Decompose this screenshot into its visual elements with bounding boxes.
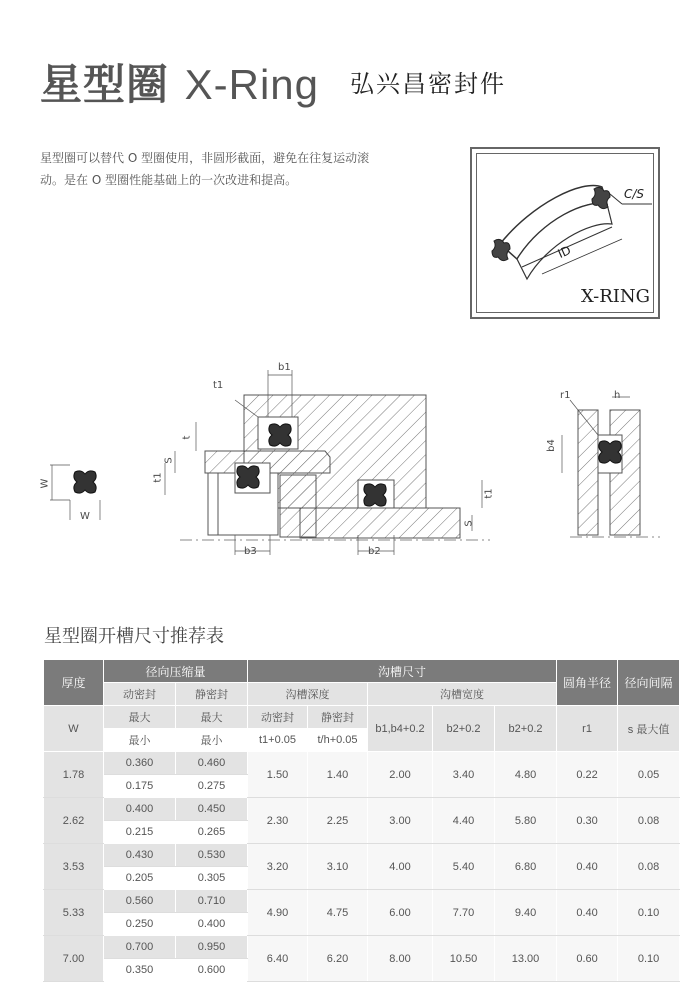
rod-seal-icon xyxy=(599,441,621,463)
cell-s-max: 0.08 xyxy=(618,798,680,844)
table-body xyxy=(44,752,680,982)
table-row xyxy=(44,936,680,959)
cell-dynamic-max: 0.560 xyxy=(104,890,176,913)
cell-static-max: 0.530 xyxy=(176,844,248,867)
cell-r1: 0.30 xyxy=(557,798,618,844)
cell-b2b: 6.80 xyxy=(495,844,557,890)
x-ring-section-icon xyxy=(74,471,96,493)
cell-b2a: 5.40 xyxy=(433,844,495,890)
header-b2a: b2+0.2 xyxy=(433,706,495,752)
header-t1: t1+0.05 xyxy=(248,729,308,752)
groove-seal-icon xyxy=(364,484,386,506)
header-min: 最小 xyxy=(104,729,176,752)
cell-b2a: 3.40 xyxy=(433,752,495,798)
header-max: 最大 xyxy=(104,706,176,729)
cell-b1b4: 4.00 xyxy=(368,844,433,890)
label-t1-left: t1 xyxy=(152,472,164,483)
title-en: X-Ring xyxy=(184,61,320,108)
table-row xyxy=(44,844,680,867)
dynamic-seal-icon xyxy=(269,424,291,446)
label-s-left: S xyxy=(163,457,175,464)
cell-dynamic-min: 0.215 xyxy=(104,821,176,844)
cell-dynamic-min: 0.350 xyxy=(104,959,176,982)
title-cn: 星型圈 xyxy=(40,60,170,109)
cell-static-max: 0.950 xyxy=(176,936,248,959)
header-static-2: 静密封 xyxy=(308,706,368,729)
header-min-2: 最小 xyxy=(176,729,248,752)
header-max-2: 最大 xyxy=(176,706,248,729)
id-label: ID xyxy=(555,243,574,261)
cs-label: C/S xyxy=(624,187,645,201)
header-radial-gap: 径向间隔 xyxy=(618,660,680,706)
cell-s-max: 0.05 xyxy=(618,752,680,798)
table-header-row-3 xyxy=(44,706,680,729)
header-th: t/h+0.05 xyxy=(308,729,368,752)
x-ring-label: X-RING xyxy=(580,286,650,307)
header-b2b: b2+0.2 xyxy=(495,706,557,752)
header-groove-width: 沟槽宽度 xyxy=(368,683,557,706)
cell-b1b4: 3.00 xyxy=(368,798,433,844)
cell-s-max: 0.08 xyxy=(618,844,680,890)
header-smax: s 最大值 xyxy=(618,706,680,752)
brand-name: 弘兴昌密封件 xyxy=(350,70,506,98)
cell-depth-dynamic: 6.40 xyxy=(248,936,308,982)
cell-depth-dynamic: 2.30 xyxy=(248,798,308,844)
cell-depth-static: 4.75 xyxy=(308,890,368,936)
cell-s-max: 0.10 xyxy=(618,890,680,936)
label-b3: b3 xyxy=(244,546,257,557)
cell-static-min: 0.400 xyxy=(176,913,248,936)
cell-b1b4: 8.00 xyxy=(368,936,433,982)
label-r1: r1 xyxy=(560,390,571,401)
cell-thickness: 7.00 xyxy=(44,936,104,982)
header-r1: r1 xyxy=(557,706,618,752)
label-s-right: S xyxy=(463,520,475,527)
cell-dynamic-max: 0.400 xyxy=(104,798,176,821)
cell-b2a: 7.70 xyxy=(433,890,495,936)
cell-r1: 0.40 xyxy=(557,890,618,936)
table-row xyxy=(44,890,680,913)
cell-b1b4: 2.00 xyxy=(368,752,433,798)
header-w: W xyxy=(44,706,104,752)
cell-depth-static: 2.25 xyxy=(308,798,368,844)
label-b4: b4 xyxy=(545,439,557,452)
cell-static-max: 0.450 xyxy=(176,798,248,821)
cell-depth-static: 1.40 xyxy=(308,752,368,798)
header-dynamic-2: 动密封 xyxy=(248,706,308,729)
header-groove-size: 沟槽尺寸 xyxy=(248,660,557,683)
cell-depth-dynamic: 3.20 xyxy=(248,844,308,890)
header-groove-depth: 沟槽深度 xyxy=(248,683,368,706)
label-h: h xyxy=(614,390,621,401)
groove-drawing xyxy=(30,355,680,565)
cell-depth-dynamic: 1.50 xyxy=(248,752,308,798)
cell-depth-dynamic: 4.90 xyxy=(248,890,308,936)
cell-b2a: 4.40 xyxy=(433,798,495,844)
header-dynamic: 动密封 xyxy=(104,683,176,706)
cell-thickness: 3.53 xyxy=(44,844,104,890)
cell-dynamic-min: 0.205 xyxy=(104,867,176,890)
cell-static-min: 0.275 xyxy=(176,775,248,798)
cell-b1b4: 6.00 xyxy=(368,890,433,936)
header-b1b4: b1,b4+0.2 xyxy=(368,706,433,752)
label-w-vert: W xyxy=(39,478,51,489)
table-row xyxy=(44,752,680,775)
cell-b2b: 5.80 xyxy=(495,798,557,844)
cell-r1: 0.40 xyxy=(557,844,618,890)
label-t1-top: t1 xyxy=(213,380,224,391)
cell-dynamic-max: 0.700 xyxy=(104,936,176,959)
cell-thickness: 5.33 xyxy=(44,890,104,936)
cell-dynamic-min: 0.175 xyxy=(104,775,176,798)
table-title: 星型圈开槽尺寸推荐表 xyxy=(44,626,224,647)
header-static: 静密封 xyxy=(176,683,248,706)
label-t: t xyxy=(181,435,193,440)
cell-b2b: 9.40 xyxy=(495,890,557,936)
cell-dynamic-max: 0.430 xyxy=(104,844,176,867)
cell-static-max: 0.460 xyxy=(176,752,248,775)
label-b1: b1 xyxy=(278,362,291,373)
cell-thickness: 2.62 xyxy=(44,798,104,844)
groove-size-table xyxy=(43,659,680,982)
cell-static-min: 0.600 xyxy=(176,959,248,982)
cell-thickness: 1.78 xyxy=(44,752,104,798)
label-t1-right: t1 xyxy=(483,488,495,499)
cell-static-min: 0.305 xyxy=(176,867,248,890)
static-seal-icon xyxy=(237,466,259,488)
table-row xyxy=(44,798,680,821)
header-thickness: 厚度 xyxy=(44,660,104,706)
table-header-row-1 xyxy=(44,660,680,683)
cell-s-max: 0.10 xyxy=(618,936,680,982)
cell-static-min: 0.265 xyxy=(176,821,248,844)
cell-r1: 0.22 xyxy=(557,752,618,798)
cell-dynamic-max: 0.360 xyxy=(104,752,176,775)
page-title xyxy=(40,52,319,112)
x-ring-illustration xyxy=(470,147,660,319)
cell-b2b: 4.80 xyxy=(495,752,557,798)
label-b2: b2 xyxy=(368,546,381,557)
label-w-horiz: W xyxy=(80,511,90,522)
cell-static-max: 0.710 xyxy=(176,890,248,913)
cell-depth-static: 3.10 xyxy=(308,844,368,890)
cell-b2b: 13.00 xyxy=(495,936,557,982)
header-corner-radius: 圆角半径 xyxy=(557,660,618,706)
cell-b2a: 10.50 xyxy=(433,936,495,982)
cell-depth-static: 6.20 xyxy=(308,936,368,982)
header-radial-compression: 径向压缩量 xyxy=(104,660,248,683)
cell-dynamic-min: 0.250 xyxy=(104,913,176,936)
cell-r1: 0.60 xyxy=(557,936,618,982)
description-text: 星型圈可以替代 O 型圈使用，非圆形截面，避免在往复运动滚动。是在 O 型圈性能基础上的一次改进和提高。 xyxy=(40,151,370,187)
